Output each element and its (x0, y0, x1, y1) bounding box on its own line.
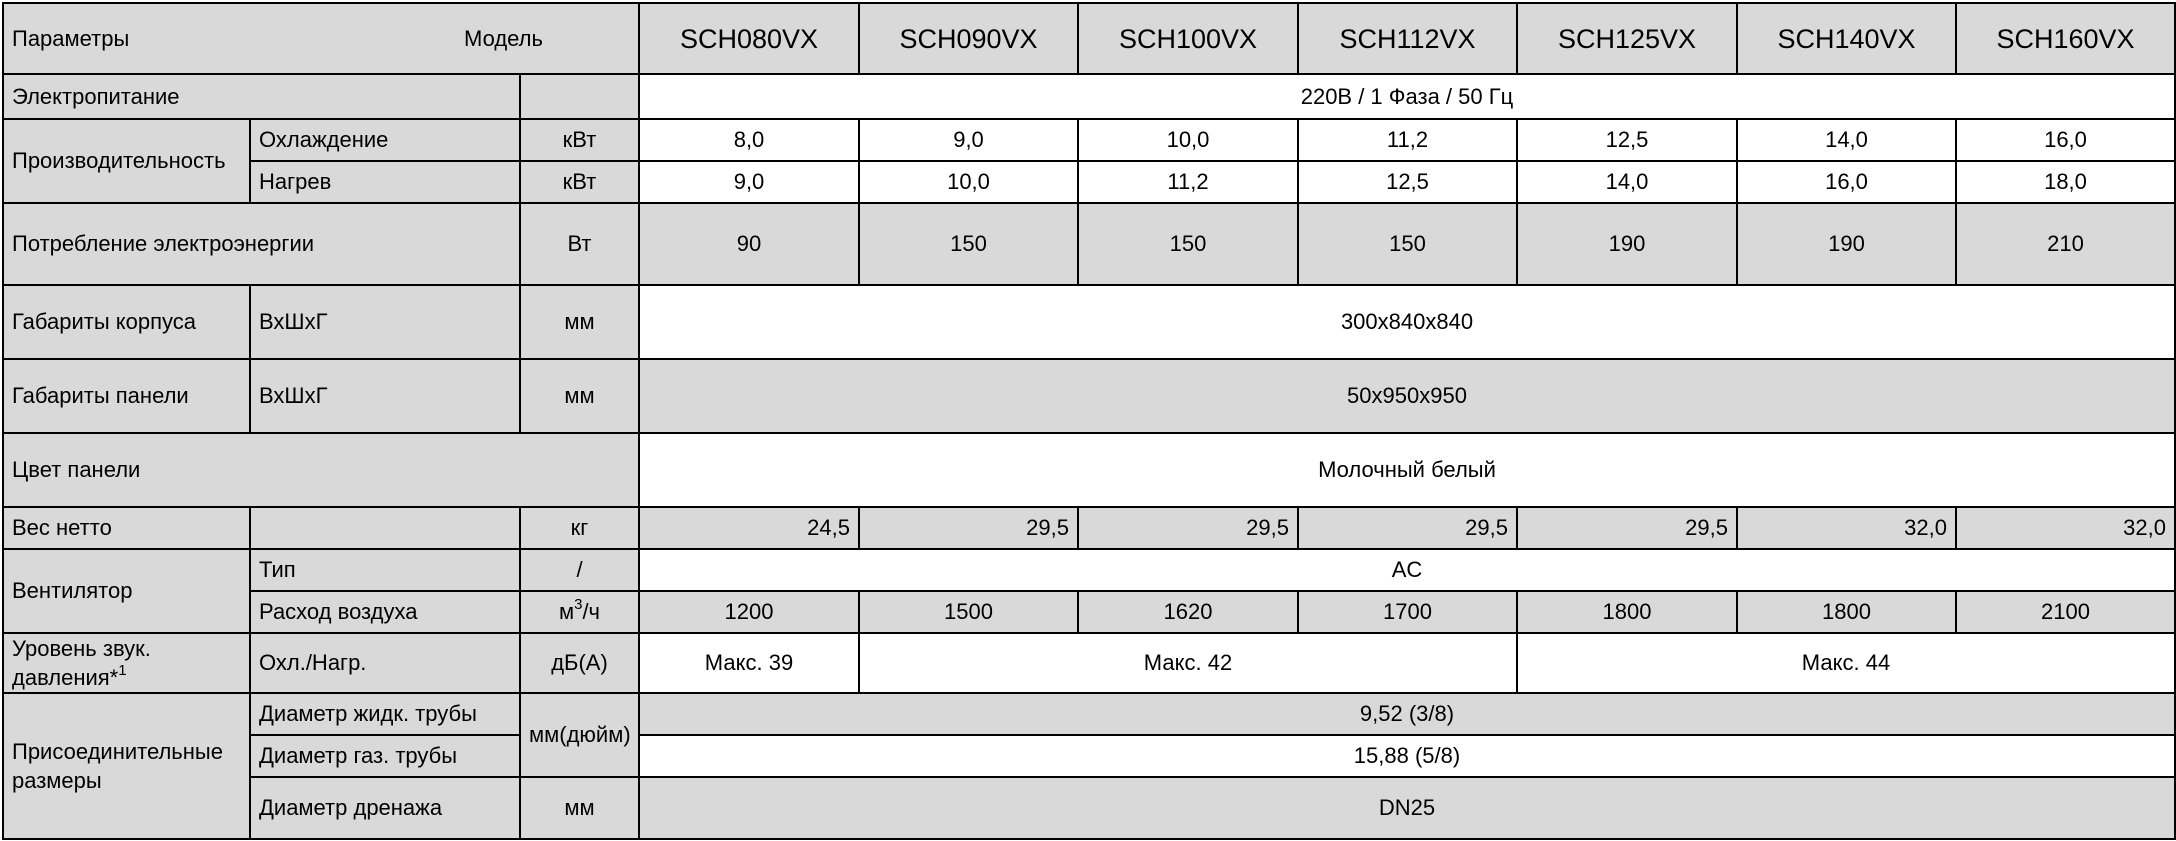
sound-value: Макс. 44 (1517, 633, 2175, 693)
net-weight-value: 24,5 (639, 507, 859, 549)
airflow-value: 1800 (1737, 591, 1956, 633)
power-consumption-value: 150 (859, 203, 1078, 285)
cooling-value: 12,5 (1517, 119, 1737, 161)
gas-pipe-row (3, 735, 2175, 777)
fan-type-unit: / (520, 549, 639, 591)
heating-value: 11,2 (1078, 161, 1298, 203)
airflow-unit-sup: 3 (574, 595, 583, 613)
empty-unit-cell (520, 74, 639, 119)
body-dimensions-value: 300x840x840 (639, 285, 2175, 359)
net-weight-value: 29,5 (1517, 507, 1737, 549)
drain-row (3, 777, 2175, 839)
power-consumption-value: 150 (1078, 203, 1298, 285)
empty-sub-cell (250, 507, 520, 549)
net-weight-value: 29,5 (1298, 507, 1517, 549)
cooling-value: 14,0 (1737, 119, 1956, 161)
body-dimensions-unit: мм (520, 285, 639, 359)
liquid-pipe-label: Диаметр жидк. трубы (250, 693, 520, 735)
fan-type-label: Тип (250, 549, 520, 591)
power-consumption-value: 90 (639, 203, 859, 285)
cooling-value: 16,0 (1956, 119, 2175, 161)
heating-value: 14,0 (1517, 161, 1737, 203)
drain-unit: мм (520, 777, 639, 839)
power-consumption-label: Потребление электроэнергии (3, 203, 520, 285)
heating-value: 12,5 (1298, 161, 1517, 203)
capacity-cooling-row (3, 119, 2175, 161)
pipe-unit: мм(дюйм) (520, 693, 639, 777)
heating-value: 9,0 (639, 161, 859, 203)
net-weight-row (3, 507, 2175, 549)
power-consumption-value: 190 (1517, 203, 1737, 285)
panel-dimensions-sub: ВхШхГ (250, 359, 520, 433)
specifications-table (2, 2, 2176, 840)
model-header: SCH160VX (1956, 3, 2175, 74)
fan-type-row (3, 549, 2175, 591)
net-weight-unit: кг (520, 507, 639, 549)
sound-sub: Охл./Нагр. (250, 633, 520, 693)
airflow-value: 1800 (1517, 591, 1737, 633)
drain-value: DN25 (639, 777, 2175, 839)
params-label: Параметры (12, 25, 130, 51)
heating-label: Нагрев (250, 161, 520, 203)
sound-pressure-row (3, 633, 2175, 693)
panel-dimensions-label: Габариты панели (3, 359, 250, 433)
heating-value: 10,0 (859, 161, 1078, 203)
fan-type-value: AC (639, 549, 2175, 591)
sound-value: Макс. 42 (859, 633, 1517, 693)
model-header: SCH140VX (1737, 3, 1956, 74)
capacity-heating-row (3, 161, 2175, 203)
airflow-unit (520, 591, 639, 633)
gas-pipe-value: 15,88 (5/8) (639, 735, 2175, 777)
sound-pressure-label (3, 633, 250, 693)
heating-value: 18,0 (1956, 161, 2175, 203)
power-supply-label: Электропитание (3, 74, 520, 119)
drain-label: Диаметр дренажа (250, 777, 520, 839)
net-weight-value: 29,5 (859, 507, 1078, 549)
power-supply-value: 220В / 1 Фаза / 50 Гц (639, 74, 2175, 119)
liquid-pipe-row (3, 693, 2175, 735)
header-params-cell (3, 3, 639, 74)
model-header: SCH090VX (859, 3, 1078, 74)
sound-unit: дБ(А) (520, 633, 639, 693)
sound-label-sup: 1 (118, 661, 127, 679)
model-header: SCH112VX (1298, 3, 1517, 74)
cooling-value: 8,0 (639, 119, 859, 161)
model-label: Модель (464, 25, 543, 51)
capacity-label: Производительность (3, 119, 250, 203)
power-consumption-unit: Вт (520, 203, 639, 285)
airflow-unit-tail: /ч (582, 599, 601, 624)
net-weight-value: 32,0 (1956, 507, 2175, 549)
power-consumption-row (3, 203, 2175, 285)
panel-dimensions-unit: мм (520, 359, 639, 433)
airflow-unit-base: м (558, 599, 575, 624)
header-row (3, 3, 2175, 74)
fan-label: Вентилятор (3, 549, 250, 633)
gas-pipe-label: Диаметр газ. трубы (250, 735, 520, 777)
body-dimensions-label: Габариты корпуса (3, 285, 250, 359)
net-weight-value: 29,5 (1078, 507, 1298, 549)
net-weight-label: Вес нетто (3, 507, 250, 549)
fan-airflow-row (3, 591, 2175, 633)
airflow-value: 2100 (1956, 591, 2175, 633)
panel-dimensions-value: 50x950x950 (639, 359, 2175, 433)
airflow-label: Расход воздуха (250, 591, 520, 633)
cooling-label: Охлаждение (250, 119, 520, 161)
power-consumption-value: 150 (1298, 203, 1517, 285)
body-dimensions-sub: ВхШхГ (250, 285, 520, 359)
connections-label: Присоединительные размеры (3, 693, 250, 839)
net-weight-value: 32,0 (1737, 507, 1956, 549)
sound-value: Макс. 39 (639, 633, 859, 693)
model-header: SCH100VX (1078, 3, 1298, 74)
airflow-value: 1500 (859, 591, 1078, 633)
cooling-value: 11,2 (1298, 119, 1517, 161)
panel-color-label: Цвет панели (3, 433, 639, 507)
heating-value: 16,0 (1737, 161, 1956, 203)
airflow-value: 1700 (1298, 591, 1517, 633)
panel-color-value: Молочный белый (639, 433, 2175, 507)
airflow-value: 1620 (1078, 591, 1298, 633)
panel-color-row (3, 433, 2175, 507)
heating-unit: кВт (520, 161, 639, 203)
liquid-pipe-value: 9,52 (3/8) (639, 693, 2175, 735)
cooling-value: 10,0 (1078, 119, 1298, 161)
sound-label-text: Уровень звук. давления* (12, 636, 151, 690)
power-supply-row (3, 74, 2175, 119)
model-header: SCH125VX (1517, 3, 1737, 74)
cooling-unit: кВт (520, 119, 639, 161)
power-consumption-value: 190 (1737, 203, 1956, 285)
cooling-value: 9,0 (859, 119, 1078, 161)
body-dimensions-row (3, 285, 2175, 359)
panel-dimensions-row (3, 359, 2175, 433)
airflow-value: 1200 (639, 591, 859, 633)
model-header: SCH080VX (639, 3, 859, 74)
power-consumption-value: 210 (1956, 203, 2175, 285)
